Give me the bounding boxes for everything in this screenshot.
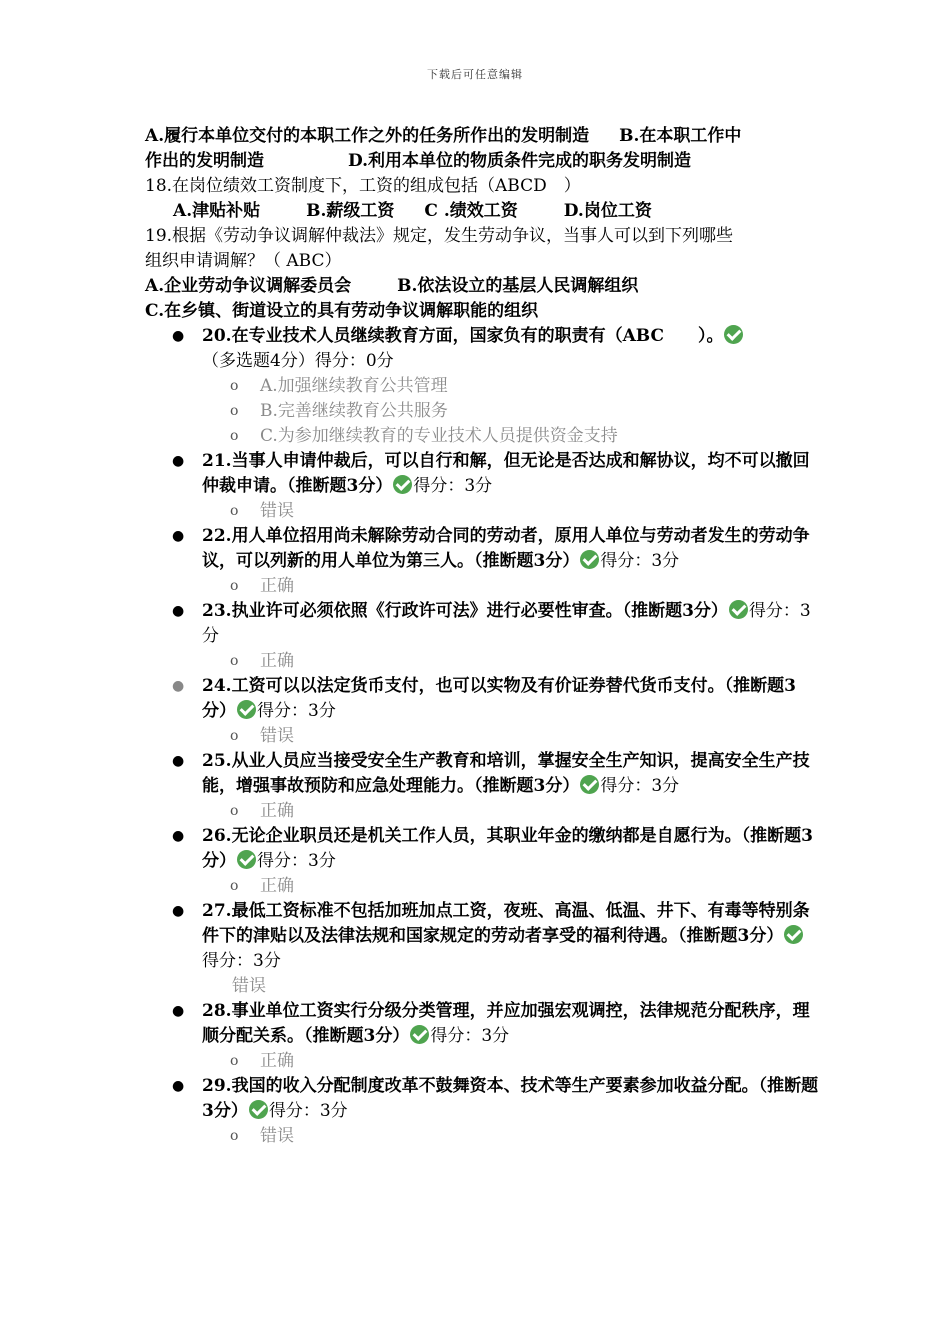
green-check-circle-icon (580, 775, 599, 794)
question-item-23 (145, 599, 820, 674)
question-text: 28.事业单位工资实行分级分类管理，并应加强宏观调控，法律规范分配秩序，理顺分配关系。（推断题3分） (202, 1001, 810, 1046)
bullet: ● (172, 1078, 185, 1094)
question-score: 得分：3分 (600, 776, 680, 796)
question-text: 21.当事人申请仲裁后，可以自行和解，但无论是否达成和解协议，均不可以撤回仲裁申请。（推断题3分） (202, 451, 810, 496)
sub-bullet: o (230, 378, 239, 394)
sub-bullet: o (230, 428, 239, 444)
answer-item (202, 1124, 820, 1149)
answer-text: 错误 (260, 726, 294, 746)
green-check-circle-icon (249, 1100, 268, 1119)
option-item (202, 399, 820, 424)
question-item-28 (145, 999, 820, 1074)
bullet: ● (172, 528, 185, 544)
question-text: 20.在专业技术人员继续教育方面，国家负有的职责有（ABC ）。 (202, 326, 724, 346)
answer-list (202, 499, 820, 524)
question-score: （多选题4分）得分：0分 (202, 351, 394, 371)
q19-option-c: C.在乡镇、街道设立的具有劳动争议调解职能的组织 (145, 301, 539, 321)
question-item-21 (145, 449, 820, 524)
answer-text: 正确 (260, 1051, 294, 1071)
green-check-circle-icon (393, 475, 412, 494)
answer-list (202, 1049, 820, 1074)
answer-list (202, 799, 820, 824)
answer-item (202, 499, 820, 524)
q19-options-ab (145, 274, 820, 299)
q18-option-d: D.岗位工资 (563, 201, 652, 221)
green-check-circle-icon (237, 850, 256, 869)
sub-bullet: o (230, 1053, 239, 1069)
option-item (202, 424, 820, 449)
question-text: 23.执业许可必须依照《行政许可法》进行必要性审查。（推断题3分） (202, 601, 728, 621)
sub-bullet: o (230, 403, 239, 419)
option-list (202, 374, 820, 449)
bullet: ● (172, 453, 185, 469)
bullet: ● (172, 603, 185, 619)
bullet: ● (172, 753, 185, 769)
option-text: B.完善继续教育公共服务 (260, 401, 448, 421)
q18-options (145, 199, 820, 224)
bullet: ● (172, 328, 185, 344)
q18-option-a: A.津贴补贴 (173, 201, 261, 221)
answer-text: 错误 (260, 501, 294, 521)
answer-text: 正确 (260, 576, 294, 596)
green-check-circle-icon (580, 550, 599, 569)
question-text: 27.最低工资标准不包括加班加点工资，夜班、高温、低温、井下、有毒等特别条件下的津贴以及法律法规和国家规定的劳动者享受的福利待遇。（推断题3分） (202, 901, 810, 946)
answer-list (202, 649, 820, 674)
answer-list (202, 574, 820, 599)
sub-bullet: o (230, 803, 239, 819)
option-text: C.为参加继续教育的专业技术人员提供资金支持 (260, 426, 618, 446)
sub-bullet: o (230, 653, 239, 669)
answer-text: 正确 (260, 876, 294, 896)
answer-item (202, 649, 820, 674)
question-item-22 (145, 524, 820, 599)
answer-item (202, 574, 820, 599)
page-header: 下载后可任意编辑 (427, 68, 523, 81)
question-item-24 (145, 674, 820, 749)
answer-text: 正确 (260, 801, 294, 821)
question-score: 得分：3分 (257, 851, 336, 871)
sub-bullet: o (230, 728, 239, 744)
q19-option-b: B.依法设立的基层人民调解组织 (397, 276, 639, 296)
question-text: 26.无论企业职员还是机关工作人员，其职业年金的缴纳都是自愿行为。（推断题3分） (202, 826, 813, 871)
q18-option-b: B.薪级工资 (306, 201, 395, 221)
question-score: 得分：3分 (257, 701, 336, 721)
bullet: ● (172, 678, 185, 694)
green-check-circle-icon (410, 1025, 429, 1044)
answer-text: 错误 (260, 1126, 294, 1146)
question-item-27 (145, 899, 820, 999)
question-item-25 (145, 749, 820, 824)
option-item (202, 374, 820, 399)
question-score: 得分：3分 (430, 1026, 510, 1046)
question-text: 25.从业人员应当接受安全生产教育和培训，掌握安全生产知识，提高安全生产技能，增强事故预防和应急处理能力。（推断题3分） (202, 751, 810, 796)
sub-bullet: o (230, 578, 239, 594)
question-score: 得分：3分 (268, 1101, 348, 1121)
q17-option-b-cont: 作出的发明制造 (145, 151, 264, 171)
answer-text: 错误 (232, 976, 266, 996)
question-score: 得分：3分 (202, 951, 281, 971)
q19-stem-1: 19.根据《劳动争议调解仲裁法》规定，发生劳动争议，当事人可以到下列哪些 (145, 226, 734, 246)
green-check-circle-icon (237, 700, 256, 719)
option-text: A.加强继续教育公共管理 (260, 376, 448, 396)
question-text: 24.工资可以以法定货币支付，也可以实物及有价证券替代货币支付。（推断题3分） (202, 676, 796, 721)
answer-list (202, 874, 820, 899)
q19-option-a: A.企业劳动争议调解委员会 (145, 276, 352, 296)
question-item-26 (145, 824, 820, 899)
sub-bullet: o (230, 503, 239, 519)
question-text: 22.用人单位招用尚未解除劳动合同的劳动者，原用人单位与劳动者发生的劳动争议，可以列新的用人单位为第三人。（推断题3分） (202, 526, 810, 571)
question-score: 得分：3分 (202, 601, 811, 646)
sub-bullet: o (230, 878, 239, 894)
document-body (145, 124, 820, 1149)
question-text: 29.我国的收入分配制度改革不鼓舞资本、技术等生产要素参加收益分配。（推断题3分） (202, 1076, 819, 1121)
bullet: ● (172, 1003, 185, 1019)
bullet: ● (172, 903, 185, 919)
question-item-20 (145, 324, 820, 449)
q17-option-d: D.利用本单位的物质条件完成的职务发明制造 (348, 151, 692, 171)
q17-option-b: B.在本职工作中 (619, 126, 742, 146)
answer-item (202, 874, 820, 899)
q17-line2 (145, 149, 820, 174)
question-list (145, 324, 820, 1149)
answer-list (202, 724, 820, 749)
q17-option-a: A.履行本单位交付的本职工作之外的任务所作出的发明制造 (145, 126, 590, 146)
answer-item (202, 724, 820, 749)
green-check-circle-icon (729, 600, 748, 619)
question-item-29 (145, 1074, 820, 1149)
question-score: 得分：3分 (413, 476, 493, 496)
green-check-circle-icon (724, 325, 743, 344)
bullet: ● (172, 828, 185, 844)
answer-list (202, 1124, 820, 1149)
q18-stem: 18.在岗位绩效工资制度下，工资的组成包括（ABCD ） (145, 176, 581, 196)
q18-option-c: C .绩效工资 (424, 201, 518, 221)
green-check-circle-icon (784, 925, 803, 944)
answer-item (202, 799, 820, 824)
q17-line1 (145, 124, 820, 149)
answer-text: 正确 (260, 651, 294, 671)
question-score: 得分：3分 (600, 551, 680, 571)
q19-stem-2: 组织申请调解？（ ABC） (145, 251, 342, 271)
answer-item (202, 1049, 820, 1074)
sub-bullet: o (230, 1128, 239, 1144)
